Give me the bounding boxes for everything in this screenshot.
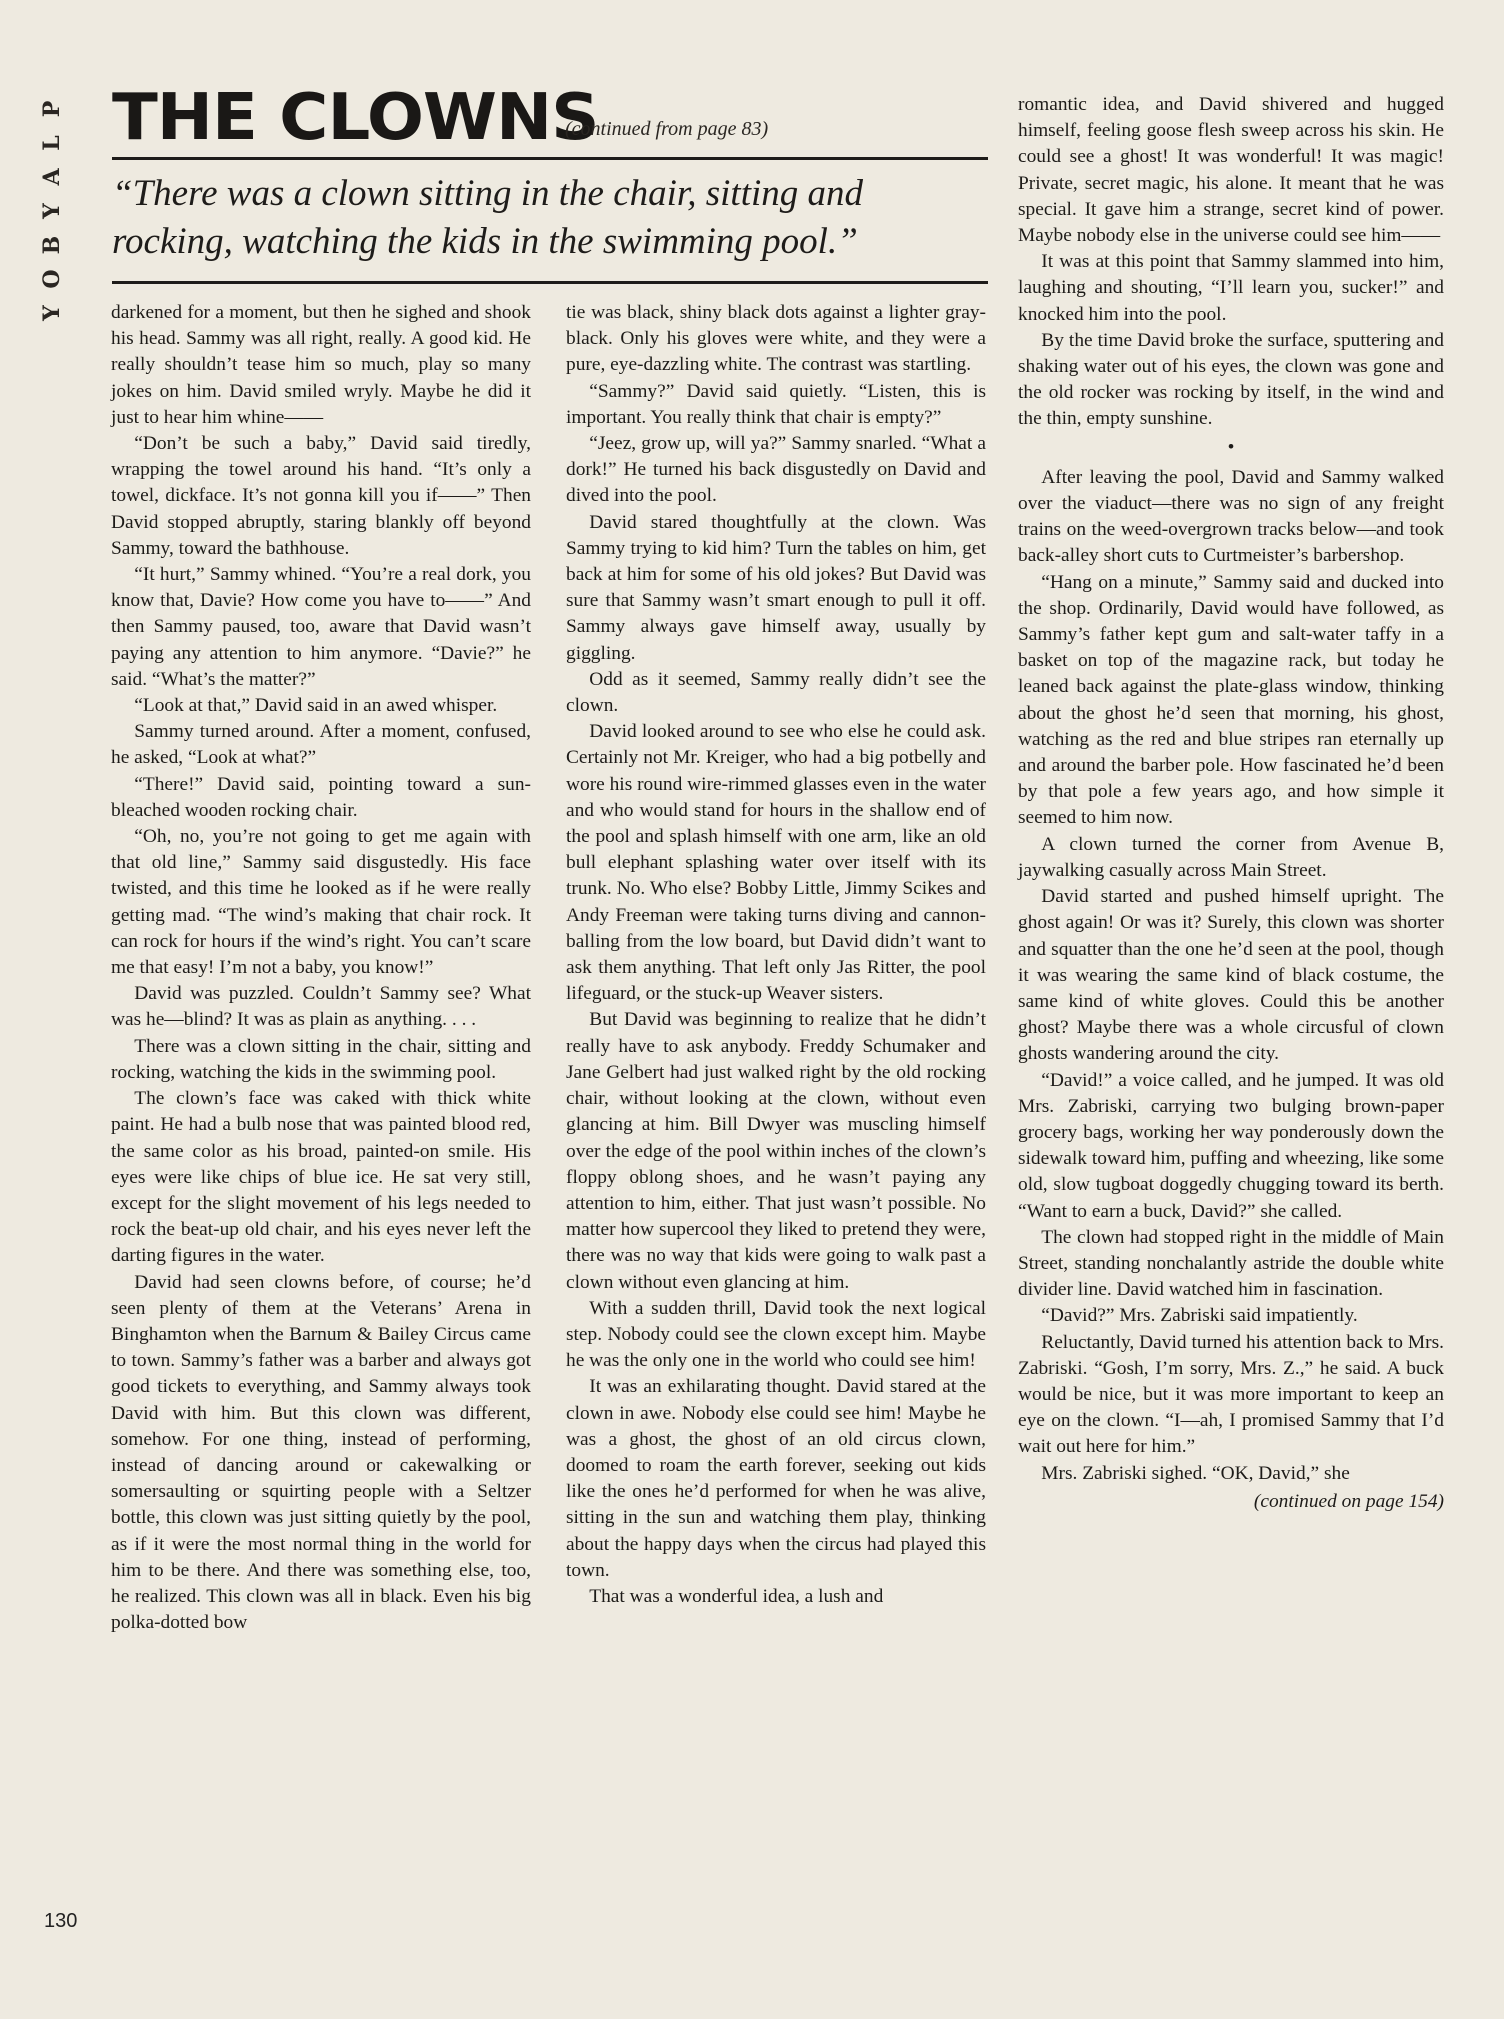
paragraph: The clown had stopped right in the middle of Main Street, standing nonchalantly astride the double white divider line. David watched him in fascination.	[1018, 1226, 1444, 1301]
paragraph: But David was beginning to realize that he didn’t really have to ask anybody. Freddy Schumaker and Jane Gelbert had just walked right by the old rocking chair, without looking at the clown, without even glancing at him. Bill Dwyer was muscling himself over the edge of the pool within inches of the clown’s floppy oblong shoes, and he wasn’t paying any attention to him, either. That just wasn’t possible. No matter how supercool they liked to pretend they were, there was no way that kids were going to walk past a clown without even glancing at him.	[566, 1009, 986, 1293]
paragraph: Odd as it seemed, Sammy really didn’t see the clown.	[566, 668, 986, 717]
section-separator: •	[1227, 436, 1235, 458]
text-column-1	[111, 300, 531, 1636]
paragraph: tie was black, shiny black dots against a lighter gray-black. Only his gloves were white, and they were a pure, eye-dazzling white. The contrast was startling.	[566, 302, 986, 376]
magazine-spine-label	[38, 92, 78, 332]
paragraph: “There!” David said, pointing toward a sun-bleached wooden rocking chair.	[111, 773, 531, 821]
paragraph: David stared thoughtfully at the clown. Was Sammy trying to kid him? Turn the tables on him, get back at him for some of his old jokes? But David was sure that Sammy wasn’t smart enough to pull it off. Sammy always gave himself away, usually by giggling.	[566, 511, 986, 664]
paragraph: Sammy turned around. After a moment, confused, he asked, “Look at what?”	[111, 721, 531, 769]
spine-letter: A	[39, 168, 65, 186]
paragraph: Reluctantly, David turned his attention back to Mrs. Zabriski. “Gosh, I’m sorry, Mrs. Z.,” he said. A buck would be nice, but it was more important to keep an eye on the clown. “I—ah, I promised Sammy that I’d wait out here for him.”	[1018, 1331, 1444, 1458]
paragraph: “Oh, no, you’re not going to get me again with that old line,” Sammy said disgustedly. His face twisted, and this time he looked as if he were really getting mad. “The wind’s making that chair rock. It can rock for hours if the wind’s right. You can’t scare me that easy! I’m not a baby, you know!”	[111, 826, 531, 979]
page-number: 130	[44, 1910, 78, 1932]
spine-letter: O	[39, 269, 65, 289]
spine-letter: B	[39, 235, 65, 255]
paragraph: “David?” Mrs. Zabriski said impatiently.	[1041, 1305, 1358, 1327]
spine-letter: Y	[39, 305, 65, 321]
continued-on-note: (continued on page 154)	[1253, 1490, 1444, 1512]
spine-letter: P	[39, 100, 65, 118]
spine-letter: L	[39, 135, 65, 151]
paragraph: “Hang on a minute,” Sammy said and ducked into the shop. Ordinarily, David would have followed, as Sammy’s father kept gum and salt-water taffy in a basket on top of the magazine rack, but today he leaned back against the plate-glass window, thinking about the ghost he’d seen that morning, his ghost, watching as the red and blue stripes ran eternally up and around the barber pole. How fascinated he’d been by that pole a few years ago, and how simple it seemed to him now.	[1018, 571, 1444, 829]
paragraph: That was a wonderful idea, a lush and	[589, 1585, 884, 1607]
continued-from-note: (continued from page 83)	[565, 118, 769, 140]
pull-quote: “There was a clown sitting in the chair, sitting and rocking, watching the kids in the swimming pool.”	[112, 173, 864, 262]
title-rule-bottom	[112, 281, 988, 284]
paragraph: David started and pushed himself upright. The ghost again! Or was it? Surely, this clown was shorter and squatter than the one he’d seen at the pool, though it was wearing the same kind of black costume, the same kind of white gloves. Could this be another ghost? Maybe there was a whole circusful of clown ghosts wandering around the city.	[1018, 886, 1444, 1065]
paragraph: “Sammy?” David said quietly. “Listen, this is important. You really think that chair is empty?”	[566, 380, 986, 428]
paragraph: darkened for a moment, but then he sighed and shook his head. Sammy was all right, really. A good kid. He really shouldn’t tease him so much, play so many jokes on him. David smiled wryly. Maybe he did it just to hear him whine——	[111, 302, 531, 428]
paragraph: It was at this point that Sammy slammed into him, laughing and shouting, “I’ll learn you, sucker!” and knocked him into the pool.	[1018, 251, 1444, 325]
paragraph: “Don’t be such a baby,” David said tiredly, wrapping the towel around his hand. “It’s only a towel, dickface. It’s not gonna kill you if——” Then David stopped abruptly, staring blankly off beyond Sammy, toward the bathhouse.	[111, 433, 531, 559]
paragraph: After leaving the pool, David and Sammy walked over the viaduct—there was no sign of any freight trains on the weed-overgrown tracks below—and took back-alley short cuts to Curtmeister’s barbershop.	[1018, 466, 1444, 567]
paragraph: David had seen clowns before, of course; he’d seen plenty of them at the Veterans’ Arena in Binghamton when the Barnum & Bailey Circus came to town. Sammy’s father was a barber and always got good tickets to everything, and Sammy always took David with him. But this clown was different, somehow. For one thing, instead of performing, instead of dancing around or cakewalking or somersaulting or squirting people with a Seltzer bottle, this clown was just sitting quietly by the pool, as if it were the most normal thing in the world for him to be there. And there was something else, too, he realized. This clown was all in black. Even his big polka-dotted bow	[111, 1271, 531, 1634]
text-column-3	[1018, 92, 1444, 1515]
paragraph: The clown’s face was caked with thick white paint. He had a bulb nose that was painted blood red, the same color as his broad, painted-on smile. His eyes were like chips of blue ice. He sat very still, except for the slight movement of his legs needed to rock the beat-up old chair, and his eyes never left the darting figures in the water.	[111, 1088, 531, 1267]
article-title: THE CLOWNS	[112, 81, 599, 155]
spine-letter: Y	[39, 203, 65, 219]
paragraph: There was a clown sitting in the chair, sitting and rocking, watching the kids in the swimming pool.	[111, 1035, 531, 1083]
paragraph: romantic idea, and David shivered and hugged himself, feeling goose flesh sweep across his skin. He could see a ghost! It was wonderful! It was magic! Private, secret magic, his alone. It meant that he was special. It gave him a strange, secret kind of power. Maybe nobody else in the universe could see him——	[1018, 94, 1444, 247]
paragraph: “It hurt,” Sammy whined. “You’re a real dork, you know that, Davie? How come you have to——” And then Sammy paused, too, aware that David wasn’t paying any attention to him anymore. “Davie?” he said. “What’s the matter?”	[111, 564, 531, 690]
paragraph: “Jeez, grow up, will ya?” Sammy snarled. “What a dork!” He turned his back disgustedly on David and dived into the pool.	[566, 433, 986, 507]
text-column-2	[566, 300, 986, 1610]
paragraph: By the time David broke the surface, sputtering and shaking water out of his eyes, the clown was gone and the old rocker was rocking by itself, in the wind and the thin, empty sunshine.	[1018, 329, 1444, 430]
paragraph: Mrs. Zabriski sighed. “OK, David,” she	[1041, 1462, 1350, 1484]
paragraph: David looked around to see who else he could ask. Certainly not Mr. Kreiger, who had a big potbelly and wore his round wire-rimmed glasses even in the water and who would stand for hours in the shallow end of the pool and splash himself with one arm, like an old bull elephant splashing water over itself with its trunk. No. Who else? Bobby Little, Jimmy Scikes and Andy Freeman were taking turns diving and cannon-balling from the low board, but David didn’t want to ask them anything. That left only Jas Ritter, the pool lifeguard, or the stuck-up Weaver sisters.	[566, 721, 987, 1005]
paragraph: With a sudden thrill, David took the next logical step. Nobody could see the clown except him. Maybe he was the only one in the world who could see him!	[566, 1297, 986, 1372]
paragraph: “Look at that,” David said in an awed whisper.	[134, 695, 498, 717]
paragraph: It was an exhilarating thought. David stared at the clown in awe. Nobody else could see him! Maybe he was a ghost, the ghost of an old circus clown, doomed to roam the earth forever, seeking out kids like the ones he’d performed for when he was alive, sitting in the sun and watching them play, thinking about the happy days when the circus had played this town.	[566, 1376, 986, 1581]
paragraph: David was puzzled. Couldn’t Sammy see? What was he—blind? It was as plain as anything. . . .	[111, 983, 531, 1031]
title-rule-top	[112, 157, 988, 160]
paragraph: A clown turned the corner from Avenue B, jaywalking casually across Main Street.	[1018, 833, 1444, 881]
paragraph: “David!” a voice called, and he jumped. It was old Mrs. Zabriski, carrying two bulging brown-paper grocery bags, working her way ponderously down the sidewalk toward him, puffing and wheezing, like some old, slow tugboat doggedly chugging toward its berth. “Want to earn a buck, David?” she called.	[1018, 1069, 1444, 1222]
